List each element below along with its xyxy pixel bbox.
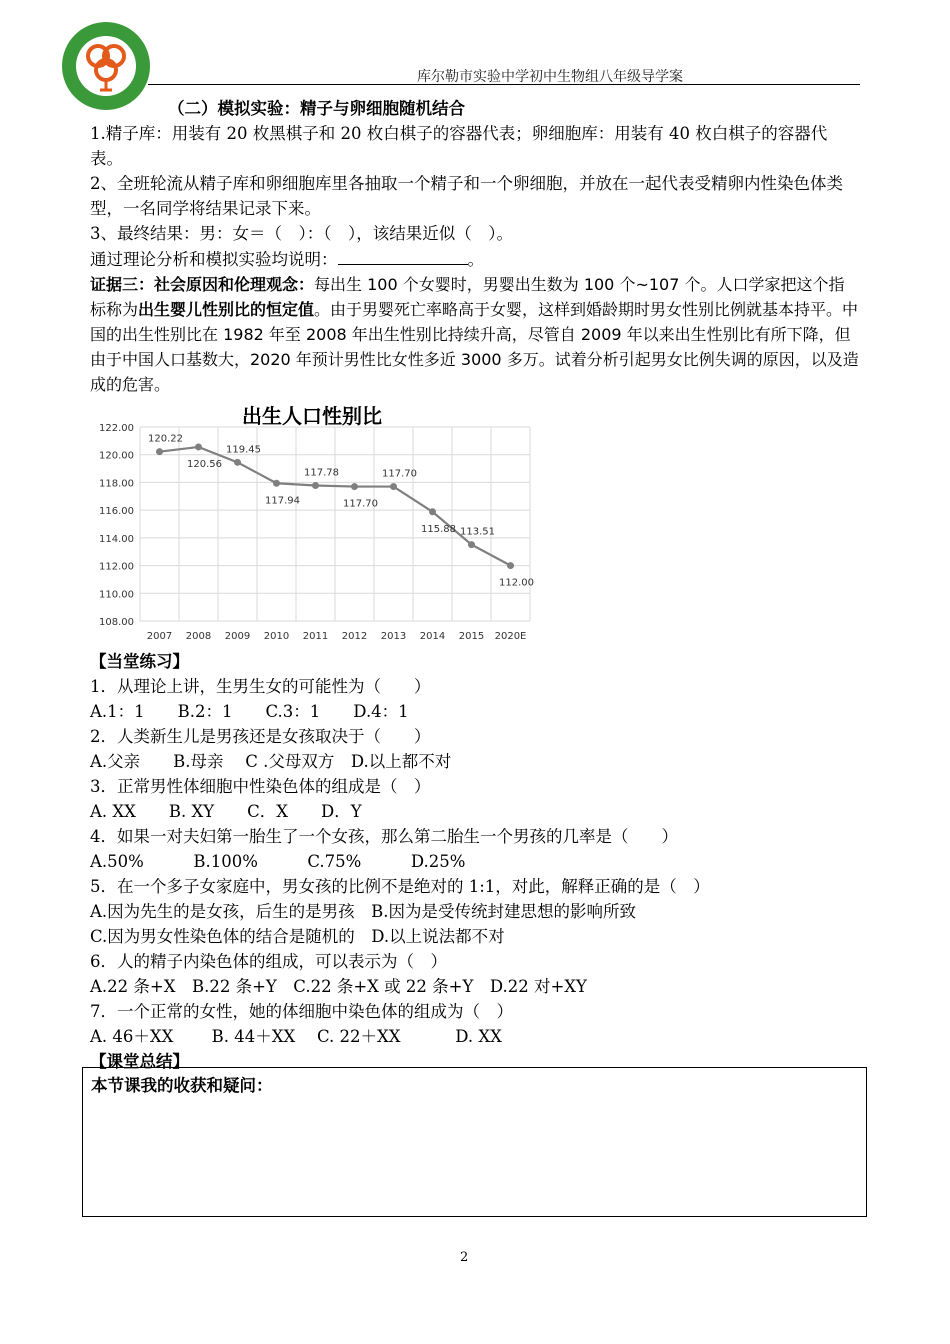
y-tick-label: 122.00 (99, 423, 134, 434)
question-4-options: A.50% B.100% C.75% D.25% (90, 852, 466, 871)
header-divider (148, 84, 860, 85)
question-2-options: A.父亲 B.母亲 C .父母双方 D.以上都不对 (90, 752, 452, 771)
chart-svg (90, 399, 535, 649)
question-1: 1．从理论上讲，生男生女的可能性为（ ） (90, 677, 431, 696)
x-tick-label: 2008 (185, 631, 212, 642)
data-label: 115.88 (421, 523, 456, 535)
data-point (390, 483, 397, 490)
data-point (507, 562, 514, 569)
data-point (351, 483, 358, 490)
sex-ratio-chart (90, 399, 535, 649)
data-point (468, 541, 475, 548)
summary-title: 【课堂总结】 (90, 1052, 189, 1071)
x-tick-label: 2009 (224, 631, 251, 642)
data-point (312, 482, 319, 489)
question-2: 2．人类新生儿是男孩还是女孩取决于（ ） (90, 727, 431, 746)
y-tick-label: 114.00 (99, 533, 134, 545)
data-label: 117.70 (343, 498, 378, 510)
conclusion-blank[interactable] (338, 246, 468, 265)
data-label: 113.51 (460, 526, 495, 538)
worksheet-body (90, 96, 860, 1074)
x-tick-label: 2015 (458, 631, 485, 642)
question-7-options: A. 46＋XX B. 44＋XX C. 22＋XX D. XX (90, 1027, 502, 1046)
x-tick-label: 2011 (302, 631, 329, 642)
y-tick-label: 116.00 (99, 506, 134, 518)
evidence-paragraph (90, 272, 860, 397)
x-tick-label: 2012 (341, 631, 368, 642)
evidence-text-2: 。由于男婴死亡率略高于女婴，这样到婚龄期时男女性别比例就基本持平。中国的出生性别比在 1982 年至 2008 年出生性别比持续升高，尽管自 2009 年以来出生性别比有所下降，但由于中国人口基数大，2020 年预计男性比女性多近 3000 多万。试着分析引起男女比例失调的原因，以及造成的危害。 (90, 300, 859, 394)
experiment-step-2: 2、全班轮流从精子库和卵细胞库里各抽取一个精子和一个卵细胞，并放在一起代表受精卵内性染色体类型，一名同学将结果记录下来。 (90, 174, 843, 218)
data-point (429, 508, 436, 515)
x-tick-label: 2010 (263, 631, 290, 642)
conclusion-suffix: 。 (467, 250, 484, 269)
summary-box-label: 本节课我的收获和疑问： (91, 1076, 273, 1095)
question-6: 6．人的精子内染色体的组成，可以表示为（ ） (90, 952, 447, 971)
question-6-options: A.22 条+X B.22 条+Y C.22 条+X 或 22 条+Y D.22 对+XY (90, 977, 587, 996)
y-tick-label: 120.00 (99, 450, 134, 462)
evidence-text-1: 每出生 100 个女婴时，男婴出生数为 100 个~107 个。人口学家把这个指标称为 (90, 275, 845, 319)
experiment-step-1: 1.精子库：用装有 20 枚黑棋子和 20 枚白棋子的容器代表；卵细胞库：用装有 40 枚白棋子的容器代表。 (90, 124, 828, 168)
conclusion-prefix: 通过理论分析和模拟实验均说明： (90, 250, 338, 269)
conclusion-line (90, 246, 860, 272)
data-label: 117.70 (382, 468, 417, 480)
data-point (273, 480, 280, 487)
data-label: 120.56 (187, 458, 222, 470)
x-tick-label: 2013 (380, 631, 407, 642)
y-tick-label: 118.00 (99, 478, 134, 490)
data-label: 117.94 (265, 495, 300, 507)
evidence-highlight: 出生婴儿性别比的恒定值 (138, 300, 315, 319)
question-5-options-b: C.因为男女性染色体的结合是随机的 D.以上说法都不对 (90, 927, 505, 946)
question-4: 4．如果一对夫妇第一胎生了一个女孩，那么第二胎生一个男孩的几率是（ ） (90, 827, 678, 846)
y-tick-label: 110.00 (99, 589, 134, 601)
header-title: 库尔勒市实验中学初中生物组八年级导学案 (417, 69, 683, 85)
experiment-step-3: 3、最终结果：男：女＝（ ）：（ ），该结果近似（ ）。 (90, 224, 513, 243)
x-tick-label: 2020E (494, 631, 527, 642)
question-3-options: A. XX B. XY C．X D．Y (90, 802, 362, 821)
data-point (234, 459, 241, 466)
question-1-options: A.1：1 B.2：1 C.3：1 D.4：1 (90, 702, 409, 721)
x-tick-label: 2007 (146, 631, 173, 642)
data-point (195, 443, 202, 450)
data-point (156, 448, 163, 455)
chart-title: 出生人口性别比 (242, 404, 382, 428)
evidence-label: 证据三：社会原因和伦理观念： (90, 275, 315, 294)
page-number: 2 (460, 1250, 469, 1265)
y-tick-label: 112.00 (99, 561, 134, 573)
summary-box[interactable] (82, 1067, 867, 1217)
data-label: 112.00 (499, 577, 534, 589)
y-tick-label: 108.00 (99, 617, 134, 628)
practice-title: 【当堂练习】 (90, 652, 189, 671)
data-label: 117.78 (304, 467, 339, 479)
question-5-options-a: A.因为先生的是女孩，后生的是男孩 B.因为是受传统封建思想的影响所致 (90, 902, 637, 921)
data-label: 120.22 (148, 433, 183, 445)
data-label: 119.45 (226, 444, 261, 456)
question-5: 5．在一个多子女家庭中，男女孩的比例不是绝对的 1:1，对此，解释正确的是（ ） (90, 877, 710, 896)
question-3: 3．正常男性体细胞中性染色体的组成是（ ） (90, 777, 431, 796)
question-7: 7．一个正常的女性，她的体细胞中染色体的组成为（ ） (90, 1002, 513, 1021)
x-tick-label: 2014 (419, 631, 446, 642)
section-title: （二）模拟实验：精子与卵细胞随机结合 (168, 99, 465, 118)
